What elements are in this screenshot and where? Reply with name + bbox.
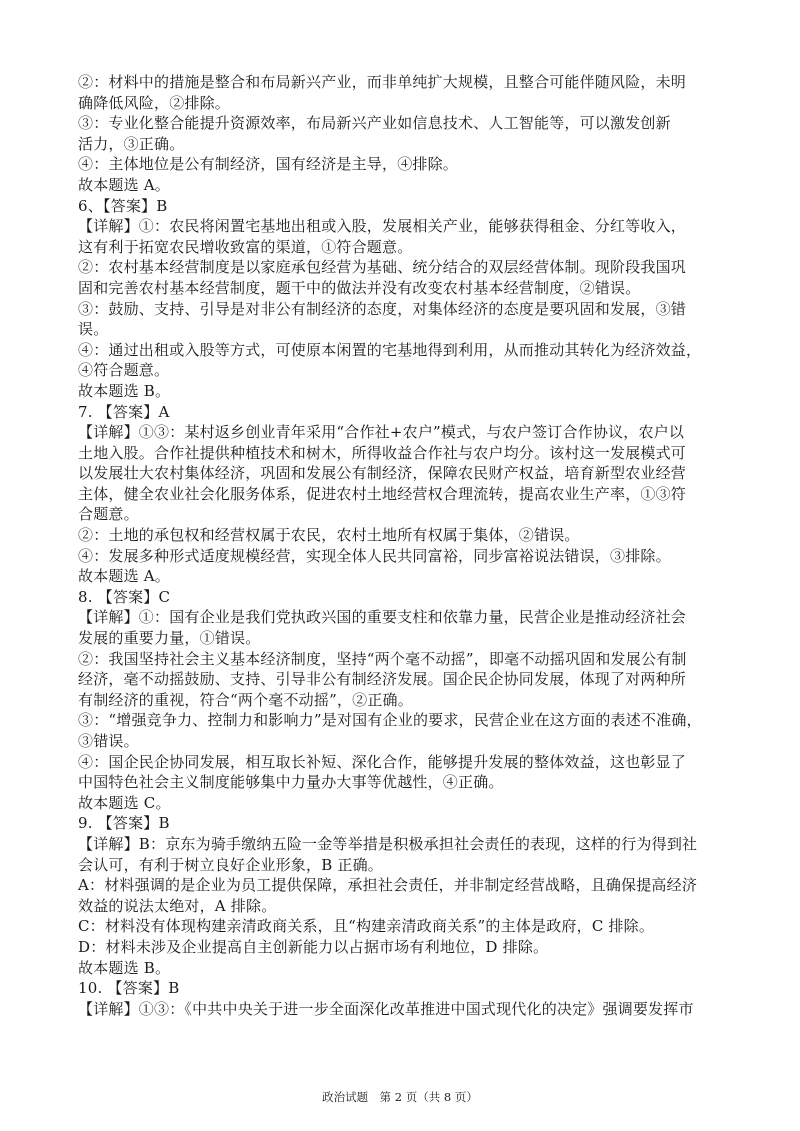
text-line: ③：专业化整合能提升资源效率，布局新兴产业如信息技术、人工智能等，可以激发创新: [78, 114, 671, 133]
text-line: 故本题选 A。: [78, 175, 171, 194]
text-line: 【详解】①：国有企业是我们党执政兴国的重要支柱和依靠力量，民营企业是推动经济社会: [78, 608, 687, 627]
text-line: 合题意。: [78, 505, 139, 524]
text-line: ④：国企民企协同发展，相互取长补短、深化合作，能够提升发展的整体效益，这也彰显了: [78, 752, 687, 771]
text-line: 【详解】①③：《中共中央关于进一步全面深化改革推进中国式现代化的决定》强调要发挥市: [78, 999, 694, 1018]
text-line: ④：主体地位是公有制经济，国有经济是主导，④排除。: [78, 155, 459, 174]
page-footer: 政治试题 第 2 页（共 8 页）: [322, 1090, 478, 1104]
text-line: 经济，毫不动摇鼓励、支持、引导非公有制经济发展。国企民企协同发展，体现了对两种所: [78, 670, 687, 689]
text-line: ③：“增强竞争力、控制力和影响力”是对国有企业的要求，民营企业在这方面的表述不准确，: [78, 711, 702, 730]
text-line: 发展的重要力量，①错误。: [78, 629, 261, 648]
text-line: 故本题选 A。: [78, 567, 171, 586]
text-line: ④：发展多种形式适度规模经营，实现全体人民共同富裕，同步富裕说法错误，③排除。: [78, 546, 671, 565]
text-line: 【详解】①：农民将闲置宅基地出租或入股，发展相关产业，能够获得租金、分红等收入，: [78, 217, 687, 236]
text-line: 土地入股。合作社提供种植技术和树木，所得收益合作社与农户均分。该村这一发展模式可: [78, 443, 687, 462]
text-line: ④：通过出租或入股等方式，可使原本闲置的宅基地得到利用，从而推动其转化为经济效益，: [78, 340, 702, 359]
text-line: ③错误。: [78, 732, 139, 750]
text-line: 故本题选 C。: [78, 793, 171, 812]
text-line: ②：土地的承包权和经营权属于农民，农村土地所有权属于集体，②错误。: [78, 526, 580, 545]
text-line: 9. 【答案】B: [78, 814, 170, 833]
text-line: 故本题选 B。: [78, 958, 171, 977]
text-line: 以发展壮大农村集体经济，巩固和发展公有制经济，保障农民财产权益，培育新型农业经营: [78, 464, 687, 483]
text-line: 有制经济的重视，符合“两个毫不动摇”，②正确。: [78, 690, 413, 709]
text-line: ②：材料中的措施是整合和布局新兴产业，而非单纯扩大规模，且整合可能伴随风险，未明: [78, 73, 687, 91]
text-line: 活力，③正确。: [78, 134, 185, 153]
text-line: ③：鼓励、支持、引导是对非公有制经济的态度，对集体经济的态度是要巩固和发展，③错: [78, 299, 687, 318]
text-line: ②：我国坚持社会主义基本经济制度，坚持“两个毫不动摇”，即毫不动摇巩固和发展公有制: [78, 649, 687, 668]
text-line: C：材料没有体现构建亲清政商关系，且“构建亲清政商关系”的主体是政府，C 排除。: [78, 917, 655, 936]
text-line: 中国特色社会主义制度能够集中力量办大事等优越性，④正确。: [78, 773, 504, 792]
text-line: 故本题选 B。: [78, 381, 171, 400]
text-line: 主体，健全农业社会化服务体系，促进农村土地经营权合理流转，提高农业生产率，①③符: [78, 484, 687, 503]
text-line: 【详解】B：京东为骑手缴纳五险一金等举措是积极承担社会责任的表现，这样的行为得到社: [78, 834, 698, 853]
text-line: ④符合题意。: [78, 361, 170, 380]
text-line: 误。: [78, 320, 109, 339]
text-line: 确降低风险，②排除。: [78, 93, 231, 112]
text-line: 6、【答案】B: [78, 196, 168, 215]
text-line: ②：农村基本经营制度是以家庭承包经营为基础、统分结合的双层经营体制。现阶段我国巩: [78, 258, 687, 277]
text-line: 【详解】①③：某村返乡创业青年采用“合作社+农户”模式，与农户签订合作协议，农户以: [78, 423, 685, 442]
text-line: 会认可，有利于树立良好企业形象，B 正确。: [78, 855, 383, 874]
text-line: 10. 【答案】B: [78, 979, 180, 998]
text-line: 7. 【答案】A: [78, 402, 170, 421]
text-line: A：材料强调的是企业为员工提供保障，承担社会责任，并非制定经营战略，且确保提高经济: [78, 876, 698, 895]
text-line: 固和完善农村基本经营制度，题干中的做法并没有改变农村基本经营制度，②错误。: [78, 278, 641, 297]
text-line: 8. 【答案】C: [78, 587, 171, 606]
text-line: 这有利于拓宽农民增收致富的渠道，①符合题意。: [78, 237, 413, 256]
text-line: D：材料未涉及企业提高自主创新能力以占据市场有利地位，D 排除。: [78, 937, 549, 956]
text-line: 效益的说法太绝对，A 排除。: [78, 896, 277, 915]
answer-explanation-text: [78, 72, 738, 1019]
